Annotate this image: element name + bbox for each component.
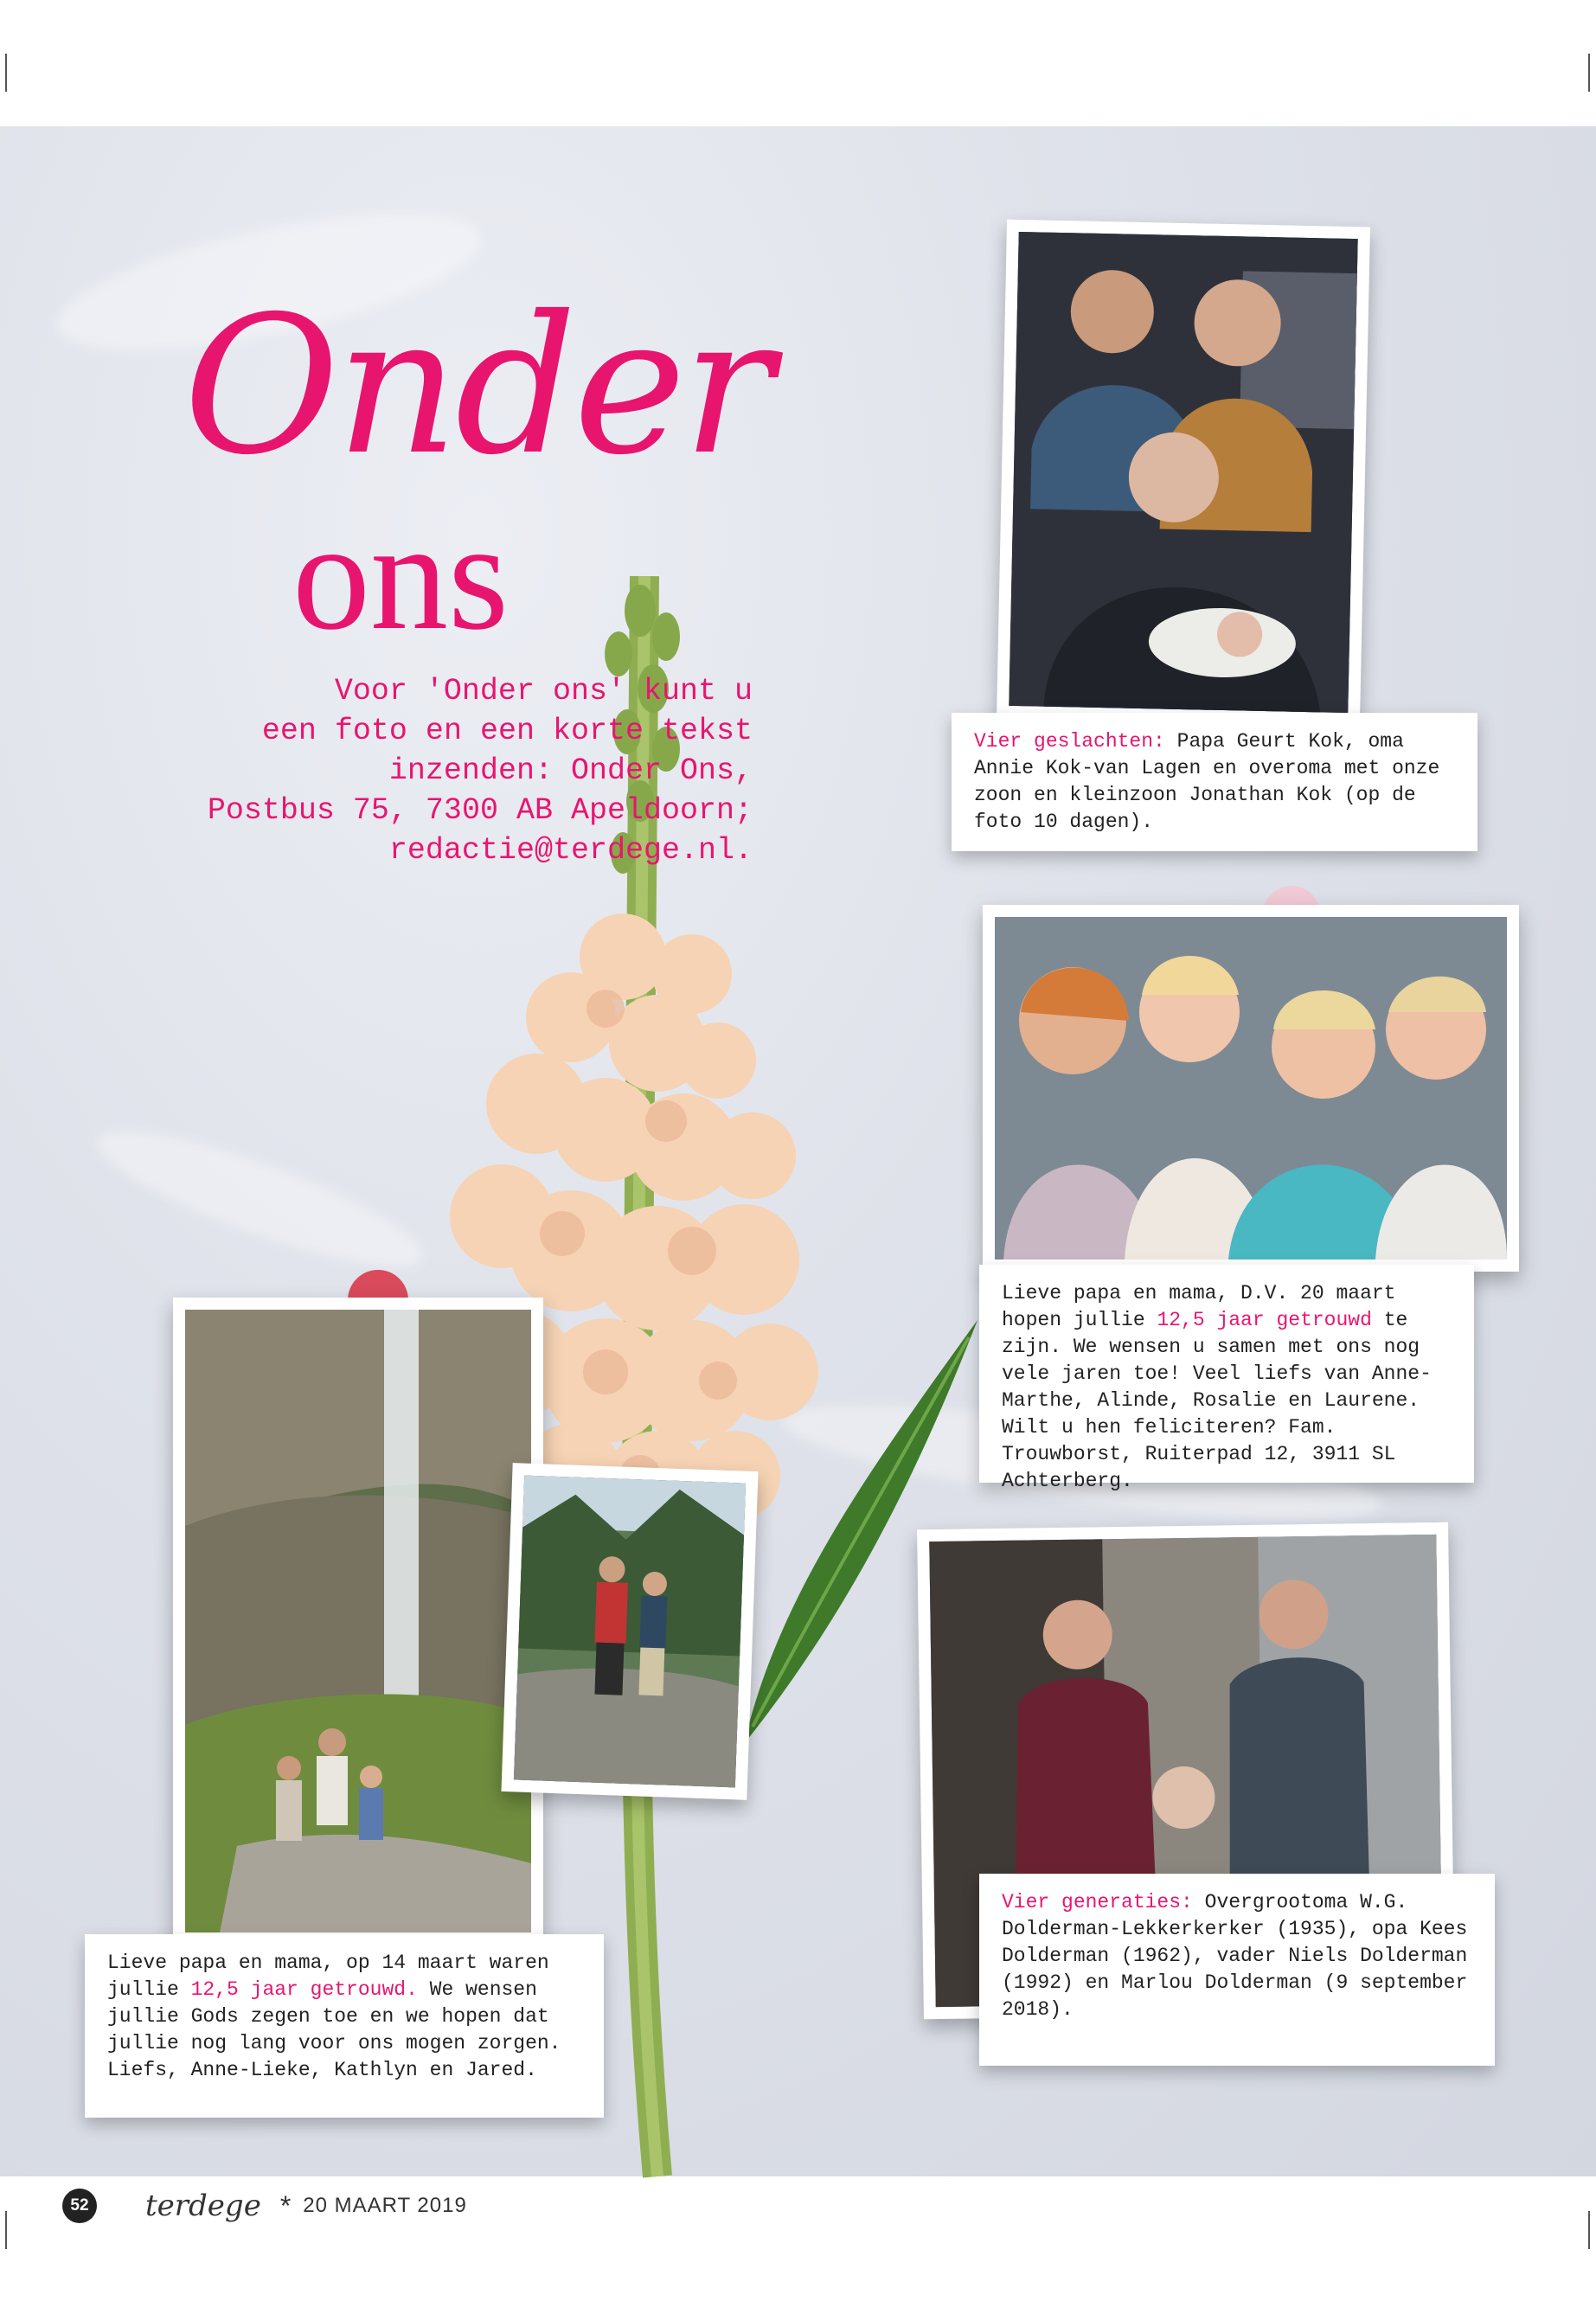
page-title-line1: Onder xyxy=(183,275,771,497)
caption-highlight: 12,5 jaar getrouwd xyxy=(1157,1309,1372,1331)
photo-waterfall-family xyxy=(173,1298,543,1945)
intro-line: een foto en een korte tekst xyxy=(261,714,753,748)
intro-line: Postbus 75, 7300 AB Apeldoorn; xyxy=(207,793,753,828)
caption-text: Papa Geurt Kok, oma Annie Kok-van Lagen en overoma met onze zoon en kleinzoon Jonathan Kok (op de foto 10 dagen). xyxy=(974,730,1440,833)
intro-text xyxy=(112,671,753,870)
page-number: 52 xyxy=(62,2189,97,2223)
intro-line: redactie@terdege.nl. xyxy=(388,833,753,868)
caption-four-generations-kok xyxy=(952,713,1477,851)
intro-line: Voor 'Onder ons' kunt u xyxy=(334,674,753,708)
caption-text: Overgrootoma W.G. Dolderman-Lekkerkerker (1935), opa Kees Dolderman (1962), vader Niels Dolderman (1992) en Marlou Dolderman (9 september 2018). xyxy=(1002,1891,1468,2021)
caption-four-generations-dolderman xyxy=(979,1874,1495,2066)
photo-hiking-couple xyxy=(501,1463,758,1800)
photo-four-girls xyxy=(983,905,1519,1272)
magazine-page xyxy=(0,126,1596,2223)
caption-text: te zijn. We wensen u samen met ons nog vele jaren toe! Veel liefs van Anne-Marthe, Alinde, Rosalie en Laurene. Wilt u hen feliciteren? Fam. Trouwborst, Ruiterpad 12, 3911 SL Achterberg. xyxy=(1002,1309,1432,1492)
caption-highlight: Vier generaties: xyxy=(1002,1891,1193,1913)
magazine-brand: terdege xyxy=(145,2189,261,2223)
issue-date: 20 MAART 2019 xyxy=(303,2194,467,2217)
crop-mark xyxy=(5,2211,7,2249)
intro-line: inzenden: Onder Ons, xyxy=(388,753,753,788)
caption-waterfall-family xyxy=(85,1934,604,2118)
crop-mark xyxy=(5,54,7,92)
page-footer xyxy=(62,2189,467,2223)
caption-four-girls xyxy=(979,1265,1474,1492)
photo-four-generations-kok xyxy=(997,220,1370,726)
separator-star: * xyxy=(279,2189,292,2221)
caption-highlight: Vier geslachten: xyxy=(974,730,1165,753)
crop-mark xyxy=(1588,54,1590,92)
caption-highlight: 12,5 jaar getrouwd. xyxy=(190,1978,418,2001)
caption-text: Lieve papa en mama, op 14 maart waren jullie xyxy=(107,1952,549,2001)
caption-text: Lieve papa en mama, D.V. 20 maart hopen jullie xyxy=(1002,1282,1396,1331)
caption-text: We wensen jullie Gods zegen toe en we hopen dat jullie nog lang voor ons mogen zorgen. Liefs, Anne-Lieke, Kathlyn en Jared. xyxy=(107,1978,561,2081)
page-title-line2: ons xyxy=(292,490,510,662)
crop-mark xyxy=(1588,2211,1590,2249)
